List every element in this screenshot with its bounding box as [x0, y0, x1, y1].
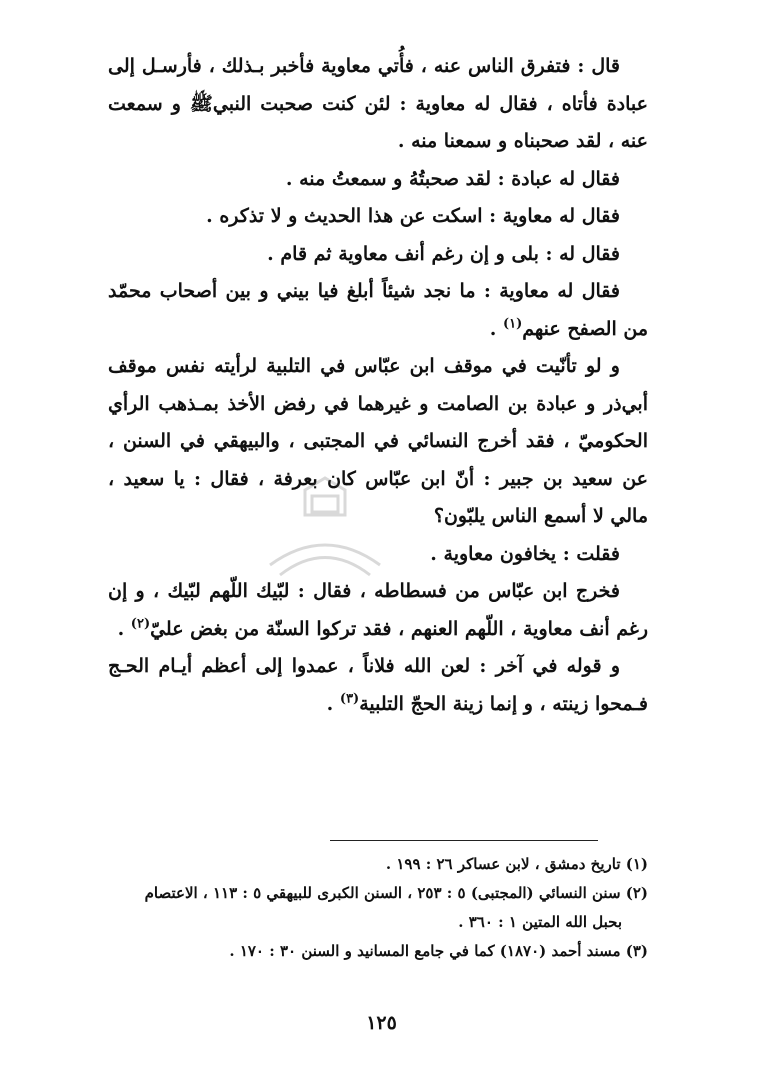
- footnote-ref-1: (١): [502, 316, 523, 332]
- paragraph-3: فقال له معاوية : اسكت عن هذا الحديث و لا تذكره .: [206, 205, 620, 227]
- paragraph-8-text: فخرج ابن عبّاس من فسطاطه ، فقال : لبّيك اللّهم لبّيك ، و إن رغم أنف معاوية ، اللّهم العنهم ، فقد تركوا السنّة من بغض عليّ: [108, 580, 648, 640]
- page-number: ١٢٥: [366, 1012, 397, 1034]
- main-text: [108, 48, 648, 723]
- paragraph-5: [108, 273, 648, 348]
- footnote-3: (٣) مسند أحمد (١٨٧٠) كما في جامع المسانيد و السنن ٣٠ : ١٧٠ .: [229, 942, 648, 960]
- footnote-2-continuation: بحبل الله المتين ١ : ٣٦٠ .: [458, 913, 622, 931]
- footnote-2: (٢) سنن النسائي (المجتبى) ٥ : ٢٥٣ ، السنن الكبرى للبيهقي ٥ : ١١٣ ، الاعتصام: [144, 884, 648, 902]
- paragraph-5-text: فقال له معاوية : ما نجد شيئاً أبلغ فيا بيني و بين أصحاب محمّد من الصفح عنهم: [108, 280, 648, 340]
- paragraph-8: [108, 573, 648, 648]
- paragraph-4: فقال له : بلى و إن رغم أنف معاوية ثم قام .: [267, 242, 620, 265]
- paragraph-5-end: .: [489, 317, 503, 340]
- footnote-ref-2: (٢): [130, 616, 151, 632]
- paragraph-9-text: و قوله في آخر : لعن الله فلاناً ، عمدوا إلى أعظم أيـام الحـج فـمحوا زينته ، و إنما زينة الحجّ التلبية: [108, 655, 648, 715]
- paragraph-8-end: .: [117, 617, 131, 640]
- paragraph-2: فقال له عبادة : لقد صحبتُهُ و سمعتُ منه .: [285, 167, 620, 190]
- paragraph-7: فقلت : يخافون معاوية .: [430, 542, 620, 565]
- footnote-1: (١) تاريخ دمشق ، لابن عساكر ٢٦ : ١٩٩ .: [385, 855, 648, 873]
- footnotes: [108, 850, 648, 966]
- paragraph-9: [108, 648, 648, 723]
- paragraph-9-end: .: [326, 692, 340, 715]
- paragraph-1: قال : فتفرق الناس عنه ، فأُتي معاوية فأخبر بـذلك ، فأرسـل إلى عبادة فأتاه ، فقال له معاوية : لئن كنت صحبت النبيﷺ و سمعت عنه ، لقد صحبناه و سمعنا منه .: [108, 55, 648, 152]
- paragraph-6: و لو تأنّيت في موقف ابن عبّاس في التلبية لرأيته نفس موقف أبي‌ذر و عبادة بن الصامت و غيرهما في رفض الأخذ بمـذهب الرأي الحكوميّ ، فقد أخرج النسائي في المجتبى ، والبيهقي في السنن ، عن سعيد بن جبير : أنّ ابن عبّاس كان بعرفة ، فقال : يا سعيد ، مالي لا أسمع الناس يلبّون؟: [108, 355, 648, 527]
- footnote-separator: [330, 840, 598, 841]
- footnote-ref-3: (٣): [339, 691, 360, 707]
